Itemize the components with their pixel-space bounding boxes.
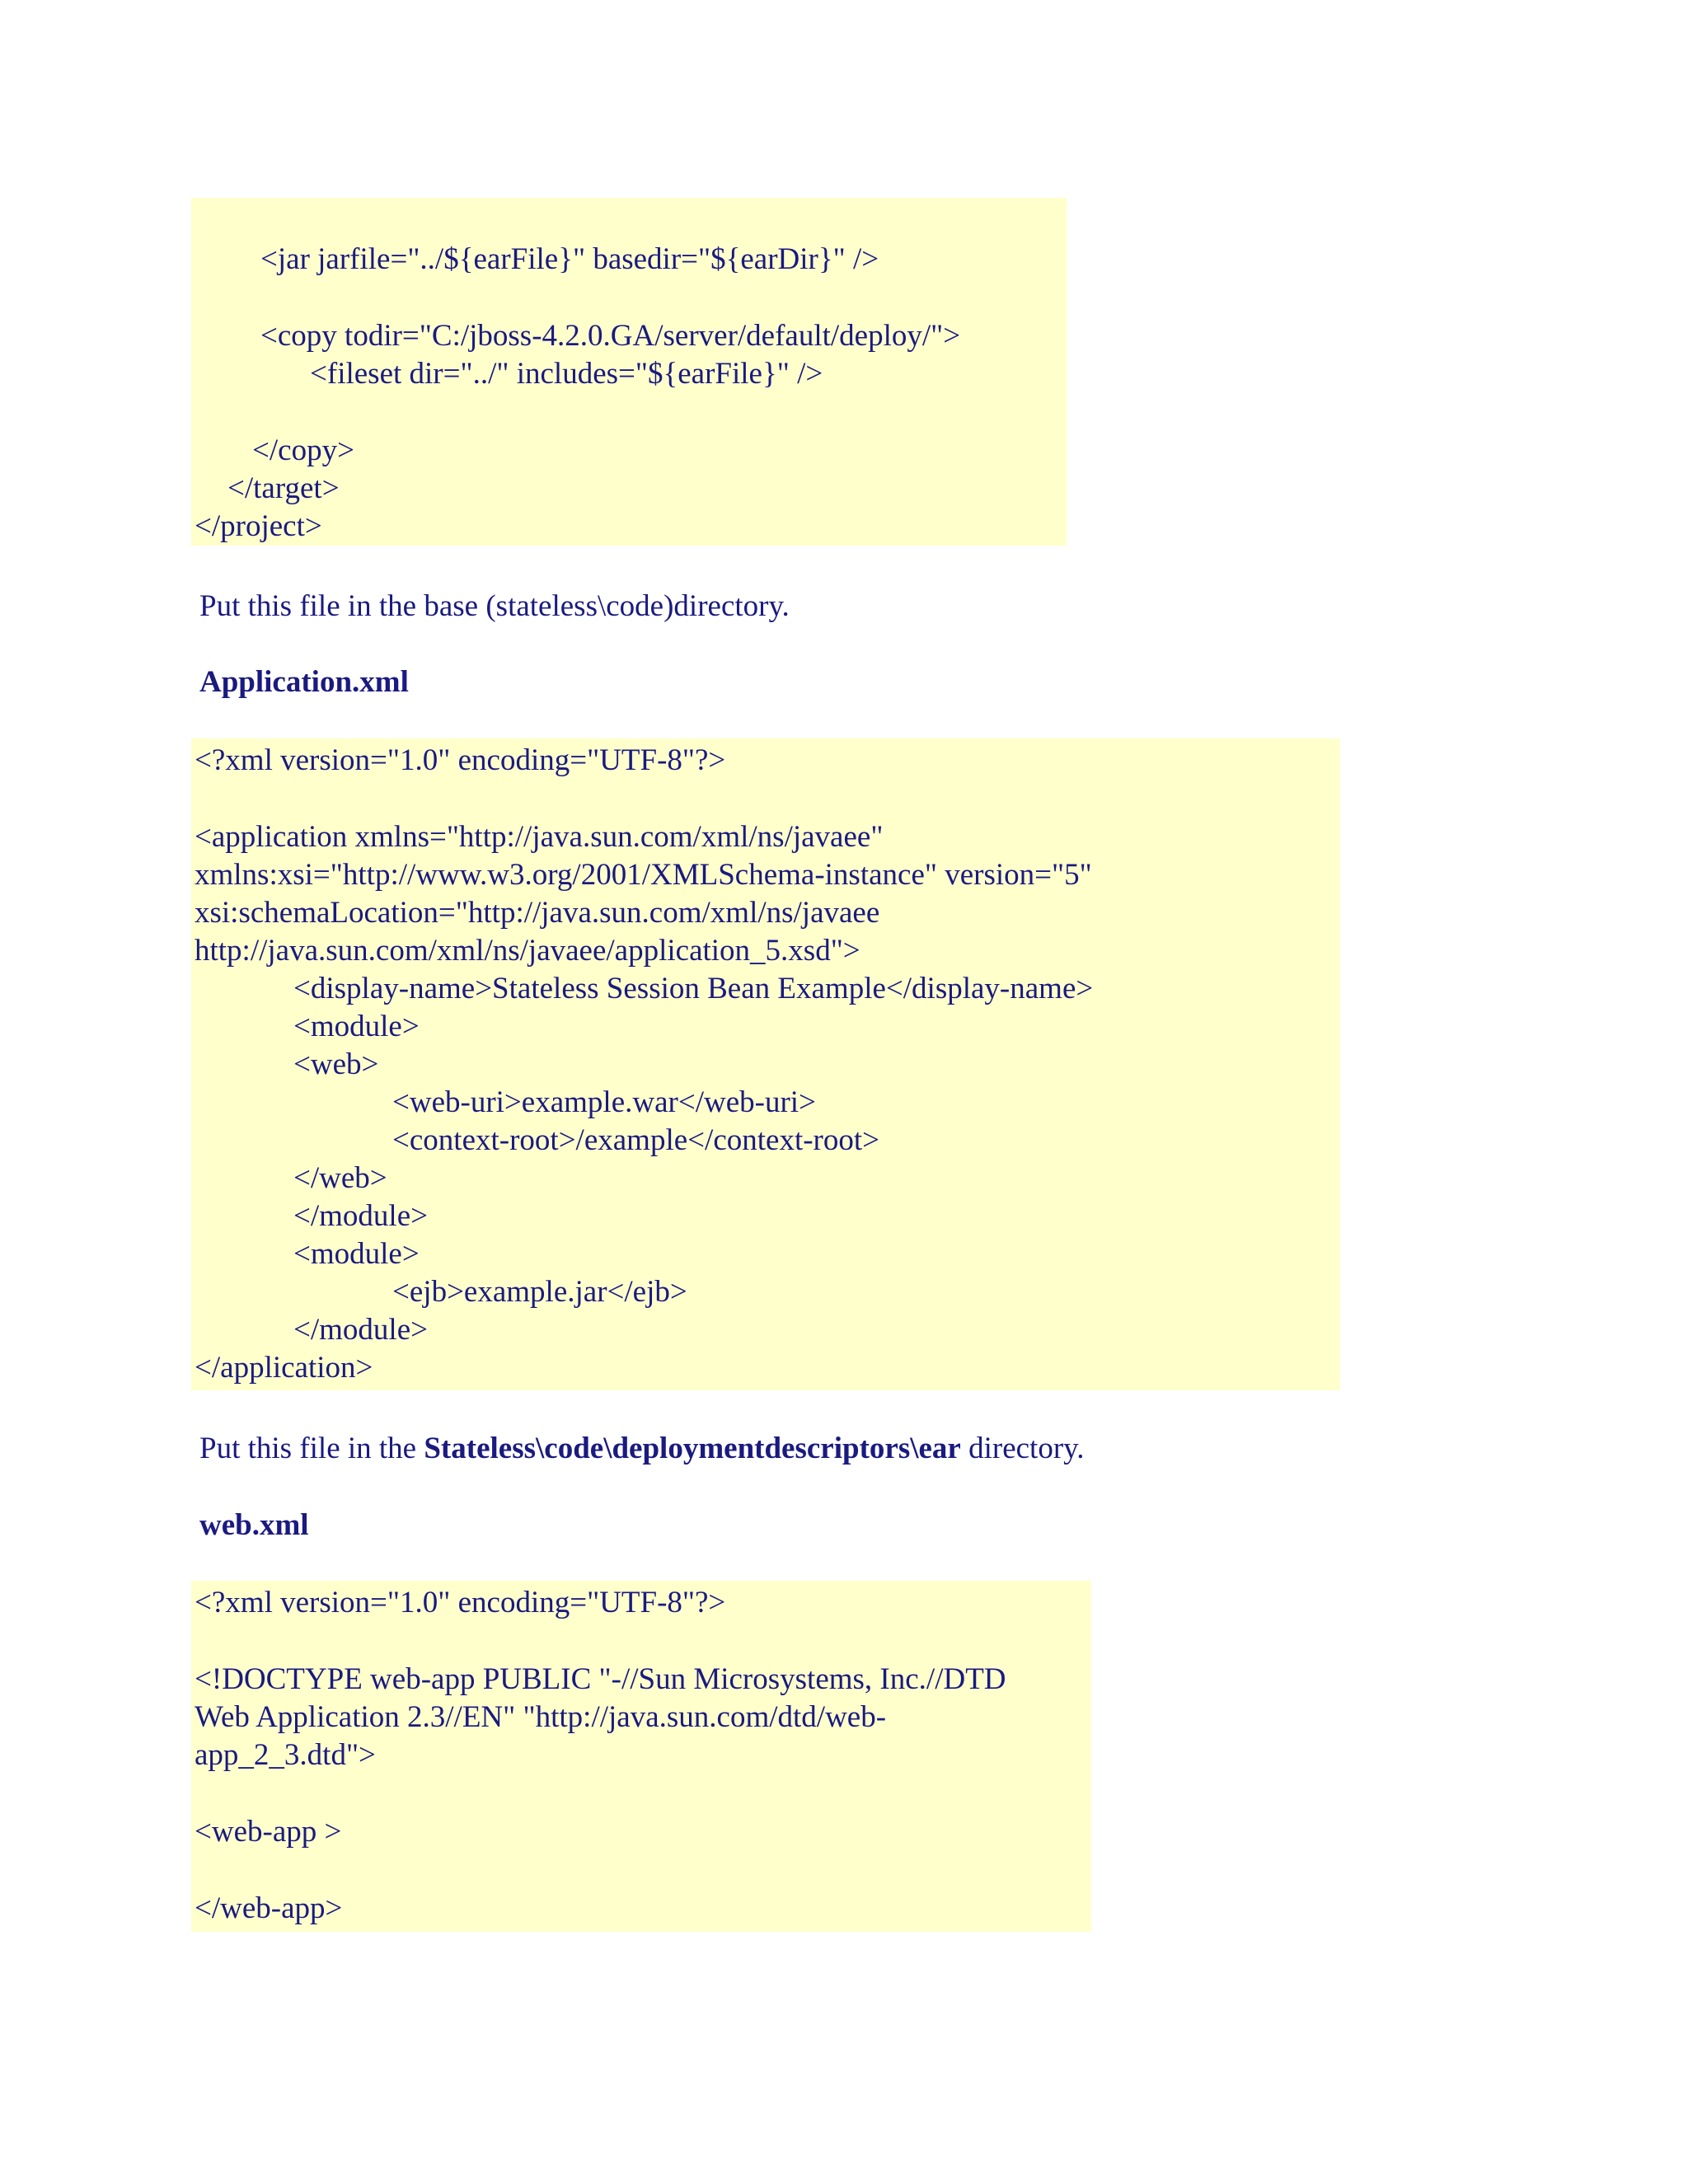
code-line: xmlns:xsi="http://www.w3.org/2001/XMLSchema-instance" version="5" (195, 858, 1092, 892)
code-line: http://java.sun.com/xml/ns/javaee/application_5.xsd"> (195, 934, 860, 968)
note-path: Stateless\code\deploymentdescriptors\ear (424, 1432, 961, 1465)
code-line: <module> (293, 1237, 420, 1271)
code-line: <copy todir="C:/jboss-4.2.0.GA/server/default/deploy/"> (260, 319, 961, 353)
note-base-directory: Put this file in the base (stateless\code)directory. (199, 589, 790, 623)
code-line: </application> (195, 1351, 373, 1385)
code-line: </copy> (252, 434, 354, 467)
heading-web-xml: web.xml (199, 1508, 309, 1542)
note-prefix: Put this file in the (199, 1432, 424, 1465)
code-line: </web> (293, 1161, 387, 1195)
code-line: <application xmlns="http://java.sun.com/xml/ns/javaee" (195, 820, 884, 854)
code-line: <?xml version="1.0" encoding="UTF-8"?> (195, 743, 726, 777)
code-line: <web> (293, 1047, 379, 1081)
code-line: </project> (195, 509, 322, 543)
heading-application-xml: Application.xml (199, 665, 409, 699)
code-line: <web-app > (195, 1815, 342, 1849)
code-line: </module> (293, 1199, 428, 1233)
note-suffix: directory. (960, 1432, 1085, 1465)
note-ear-directory (199, 1430, 1085, 1468)
code-line: <?xml version="1.0" encoding="UTF-8"?> (195, 1586, 726, 1619)
code-line: <display-name>Stateless Session Bean Example</display-name> (293, 972, 1094, 1005)
code-line: </module> (293, 1313, 428, 1347)
code-line: <web-uri>example.war</web-uri> (392, 1085, 816, 1119)
code-line: app_2_3.dtd"> (195, 1738, 376, 1772)
code-line: </target> (227, 471, 340, 505)
code-line: <!DOCTYPE web-app PUBLIC "-//Sun Microsystems, Inc.//DTD (195, 1662, 1006, 1696)
code-line: Web Application 2.3//EN" "http://java.sun.com/dtd/web- (195, 1700, 887, 1734)
code-line: </web-app> (195, 1891, 343, 1925)
code-line: xsi:schemaLocation="http://java.sun.com/xml/ns/javaee (195, 896, 880, 930)
code-line: <module> (293, 1010, 420, 1043)
code-line: <jar jarfile="../${earFile}" basedir="${earDir}" /> (260, 242, 879, 276)
code-line: <ejb>example.jar</ejb> (392, 1275, 687, 1309)
code-line: <fileset dir="../" includes="${earFile}" /> (310, 357, 823, 391)
code-line: <context-root>/example</context-root> (392, 1123, 880, 1157)
